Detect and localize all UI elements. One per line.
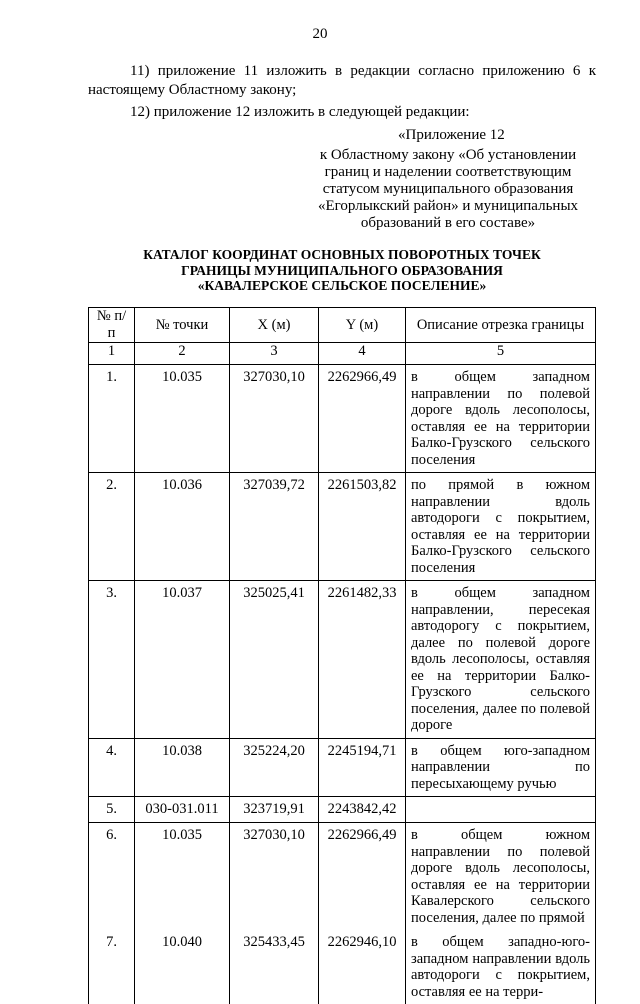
row-y: 2243842,42 <box>319 797 406 823</box>
row-point: 10.038 <box>135 738 230 797</box>
table-row <box>89 473 596 581</box>
paragraph-item-12: 12) приложение 12 изложить в следующей редакции: <box>130 104 470 120</box>
row-y: 2261482,33 <box>319 581 406 739</box>
row-description <box>406 797 596 823</box>
row-x: 325433,45 <box>230 930 319 1004</box>
index-cell: 2 <box>135 343 230 365</box>
row-description: в общем западно-юго-западном направлении вдоль автодороги с покрытием, оставляя ее на терри- <box>406 930 596 1004</box>
row-description: по прямой в южном направлении вдоль автодороги с покрытием, оставляя ее на территории Балко-Грузского сельского поселения <box>406 473 596 581</box>
row-point: 030-031.011 <box>135 797 230 823</box>
row-x: 325224,20 <box>230 738 319 797</box>
page-number: 20 <box>312 26 328 42</box>
catalog-title-line: КАТАЛОГ КООРДИНАТ ОСНОВНЫХ ПОВОРОТНЫХ ТОЧЕК <box>143 247 541 262</box>
table-header-row <box>89 308 596 343</box>
header-point: № точки <box>135 308 230 343</box>
row-y: 2262946,10 <box>319 930 406 1004</box>
row-y: 2245194,71 <box>319 738 406 797</box>
table-row <box>89 365 596 473</box>
row-number: 7. <box>89 930 135 1004</box>
caption-line: границ и наделении соответствующим <box>324 164 572 180</box>
row-number: 4. <box>89 738 135 797</box>
row-number: 6. <box>89 823 135 931</box>
row-point: 10.035 <box>135 823 230 931</box>
caption-line: статусом муниципального образования <box>322 181 574 197</box>
index-cell: 3 <box>230 343 319 365</box>
index-cell: 1 <box>89 343 135 365</box>
row-number: 2. <box>89 473 135 581</box>
row-y: 2262966,49 <box>319 365 406 473</box>
header-x: X (м) <box>230 308 319 343</box>
header-y: Y (м) <box>319 308 406 343</box>
row-description: в общем юго-западном направлении по пересыхающему ручью <box>406 738 596 797</box>
row-x: 323719,91 <box>230 797 319 823</box>
index-cell: 4 <box>319 343 406 365</box>
coordinates-table <box>88 307 596 1004</box>
table-row <box>89 581 596 739</box>
row-number: 3. <box>89 581 135 739</box>
appendix-caption <box>300 147 596 232</box>
catalog-title <box>88 247 596 294</box>
row-description: в общем южном направлении по полевой дороге вдоль лесополосы, оставляя ее на территории Кавалерского сельского поселения, далее по прямой <box>406 823 596 931</box>
row-point: 10.037 <box>135 581 230 739</box>
row-x: 327039,72 <box>230 473 319 581</box>
table-row <box>89 930 596 1004</box>
table-row <box>89 738 596 797</box>
row-x: 325025,41 <box>230 581 319 739</box>
row-point: 10.035 <box>135 365 230 473</box>
row-x: 327030,10 <box>230 823 319 931</box>
column-index-row <box>89 343 596 365</box>
table-row <box>89 797 596 823</box>
paragraph-item-11: 11) приложение 11 изложить в редакции согласно приложению 6 к настоящему Областному закону; <box>88 63 596 98</box>
header-number: № п/п <box>89 308 135 343</box>
table-row <box>89 823 596 931</box>
row-point: 10.036 <box>135 473 230 581</box>
row-number: 1. <box>89 365 135 473</box>
header-description: Описание отрезка границы <box>406 308 596 343</box>
caption-line: «Егорлыкский район» и муниципальных <box>317 198 579 214</box>
row-x: 327030,10 <box>230 365 319 473</box>
row-description: в общем западном направлении по полевой дороге вдоль лесополосы, оставляя ее на территории Балко-Грузского сельского поселения <box>406 365 596 473</box>
caption-line: к Областному закону «Об установлении <box>319 147 577 163</box>
catalog-title-line: ГРАНИЦЫ МУНИЦИПАЛЬНОГО ОБРАЗОВАНИЯ <box>181 262 503 278</box>
row-point: 10.040 <box>135 930 230 1004</box>
index-cell: 5 <box>406 343 596 365</box>
row-y: 2262966,49 <box>319 823 406 931</box>
row-description: в общем западном направлении, пересекая автодорогу с покрытием, далее по полевой дороге вдоль лесополосы, оставляя ее на территории Балко-Грузского сельского поселения, далее по полевой дороге <box>406 581 596 739</box>
row-number: 5. <box>89 797 135 823</box>
appendix-title: «Приложение 12 <box>398 127 505 143</box>
caption-line: образований в его составе» <box>360 215 536 231</box>
catalog-title-line: «КАВАЛЕРСКОЕ СЕЛЬСКОЕ ПОСЕЛЕНИЕ» <box>197 278 487 293</box>
row-y: 2261503,82 <box>319 473 406 581</box>
